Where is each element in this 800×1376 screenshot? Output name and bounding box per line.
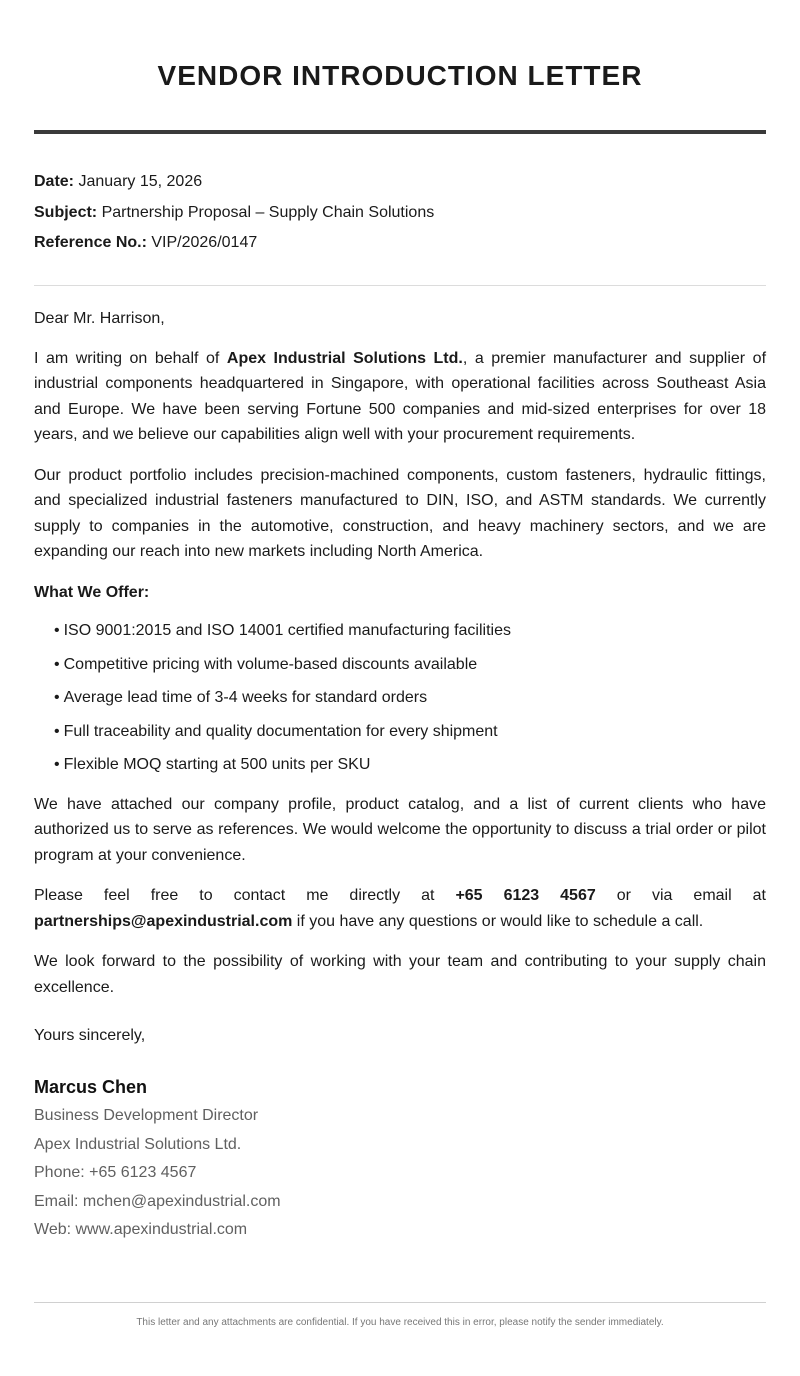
- offer-text: ISO 9001:2015 and ISO 14001 certified manufacturing facilities: [63, 622, 511, 639]
- bullet-icon: •: [54, 622, 60, 639]
- intro-paragraph: [34, 346, 766, 448]
- attachments-paragraph: We have attached our company profile, product catalog, and a list of current clients who have authorized us to serve as references. We would welcome the opportunity to discuss a trial order or pilot program at your convenience.: [34, 795, 766, 864]
- closing-salutation: Yours sincerely,: [34, 1027, 146, 1044]
- list-item: [54, 652, 766, 678]
- signer-phone: Phone: +65 6123 4567: [34, 1164, 197, 1181]
- subject-row: [34, 203, 766, 223]
- offer-heading: What We Offer:: [34, 583, 150, 601]
- offer-text: Full traceability and quality documentation for every shipment: [63, 722, 498, 740]
- title-divider: [34, 130, 766, 134]
- subject-label: Subject:: [34, 203, 98, 221]
- date-row: [34, 172, 766, 192]
- offer-text: Flexible MOQ starting at 500 units per SKU: [63, 756, 371, 773]
- offer-text: Average lead time of 3-4 weeks for standard orders: [63, 689, 428, 706]
- reference-row: [34, 233, 766, 253]
- intro-text-after: , a premier manufacturer and supplier of industrial components headquartered in Singapore, with operational facilities across Southeast Asia and Europe. We have been serving Fortune 500 companies and mid-sized enterprises for over 18 years, and we believe our capabilities align well with your procurement requirements.: [34, 349, 767, 443]
- greeting: Dear Mr. Harrison,: [34, 310, 165, 327]
- offer-list: [34, 618, 766, 778]
- letter-meta: [34, 172, 766, 253]
- company-name: Apex Industrial Solutions Ltd.: [226, 349, 463, 367]
- signature-block: [34, 1076, 766, 1240]
- offer-text: Competitive pricing with volume-based discounts available: [63, 655, 478, 673]
- contact-phone: +65 6123 4567: [455, 887, 596, 904]
- signer-company: Apex Industrial Solutions Ltd.: [34, 1135, 242, 1153]
- list-item: [54, 719, 766, 745]
- signer-position: Business Development Director: [34, 1107, 259, 1124]
- reference-label: Reference No.:: [34, 234, 147, 251]
- footer-divider: [34, 1302, 766, 1303]
- bullet-icon: •: [54, 722, 60, 740]
- list-item: [54, 618, 766, 644]
- contact-text-after: if you have any questions or would like to schedule a call.: [292, 912, 704, 930]
- closing-paragraph: We look forward to the possibility of working with your team and contributing to your supply chain excellence.: [34, 953, 766, 996]
- intro-text-before: I am writing on behalf of: [34, 349, 227, 367]
- meta-divider: [34, 285, 766, 286]
- signer-email[interactable]: Email: mchen@apexindustrial.com: [34, 1192, 281, 1210]
- contact-paragraph: [34, 883, 766, 934]
- subject-value: Partnership Proposal – Supply Chain Solutions: [101, 203, 435, 221]
- contact-email[interactable]: partnerships@apexindustrial.com: [34, 912, 293, 930]
- bullet-icon: •: [54, 756, 60, 773]
- bullet-icon: •: [54, 655, 60, 673]
- letter-body: [34, 306, 766, 1000]
- reference-value: VIP/2026/0147: [151, 234, 258, 251]
- signer-name: Marcus Chen: [34, 1077, 148, 1097]
- contact-text-middle: or via email at: [595, 887, 767, 904]
- portfolio-paragraph: Our product portfolio includes precision-machined components, custom fasteners, hydraulic fittings, and specialized industrial fasteners manufactured to DIN, ISO, and ASTM standards. We currently supply to companies in the automotive, construction, and heavy machinery sectors, and we are expanding our reach into new markets including North America.: [34, 466, 766, 560]
- letter-title: VENDOR INTRODUCTION LETTER: [157, 60, 643, 91]
- date-label: Date:: [34, 173, 75, 190]
- list-item: [54, 752, 766, 778]
- signer-web[interactable]: Web: www.apexindustrial.com: [34, 1221, 248, 1238]
- date-value: January 15, 2026: [78, 173, 203, 190]
- list-item: [54, 685, 766, 711]
- contact-text-before: Please feel free to contact me directly at: [34, 887, 456, 904]
- bullet-icon: •: [54, 689, 60, 706]
- confidentiality-footer: This letter and any attachments are confidential. If you have received this in error, please notify the sender immediately.: [136, 1317, 664, 1328]
